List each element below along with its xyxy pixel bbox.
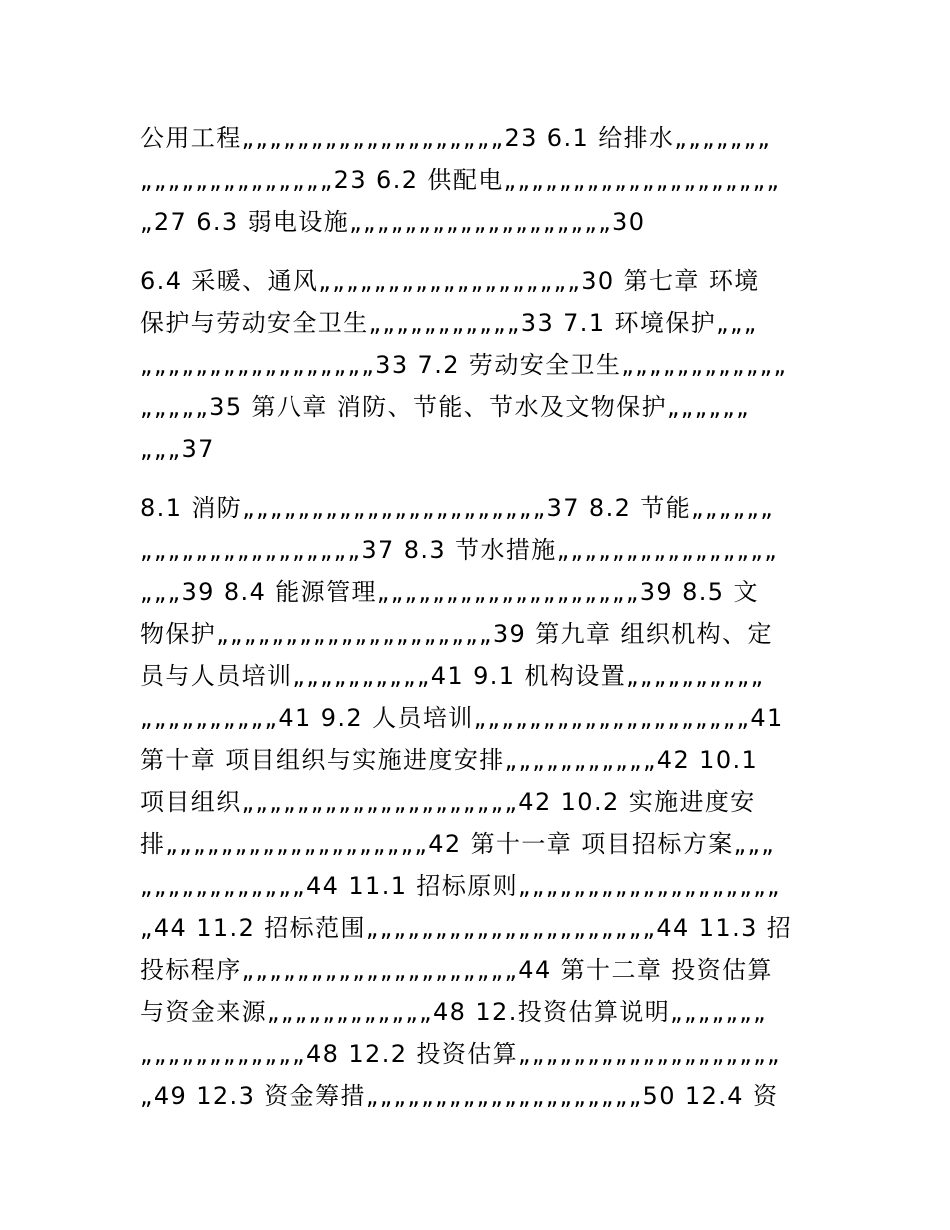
toc-line: „„„„„„„„„„„„48 12.2 投资估算„„„„„„„„„„„„„„„„„„„ [140,1040,781,1068]
toc-line: 公用工程„„„„„„„„„„„„„„„„„„„23 6.1 给排水„„„„„„„ [140,124,772,152]
toc-line: 项目组织„„„„„„„„„„„„„„„„„„„„42 10.2 实施进度安 [140,788,756,816]
toc-line: „„„39 8.4 能源管理„„„„„„„„„„„„„„„„„„„39 8.5 文 [140,578,759,606]
toc-line: 第十章 项目组织与实施进度安排„„„„„„„„„„„42 10.1 [140,746,759,774]
toc-line: 保护与劳动安全卫生„„„„„„„„„„„33 7.1 环境保护„„„ [140,309,758,337]
toc-paragraph-1 [140,117,820,243]
toc-paragraph-2 [140,260,820,470]
toc-line: „„„„„„„„„„„„„„„„37 8.3 节水措施„„„„„„„„„„„„„„„„ [140,536,779,564]
toc-line: 8.1 消防„„„„„„„„„„„„„„„„„„„„„„37 8.2 节能„„„„„„ [140,494,775,522]
toc-line: „„„„„„„„„„„„„„„„„33 7.2 劳动安全卫生„„„„„„„„„„„„ [140,351,788,379]
toc-line: 物保护„„„„„„„„„„„„„„„„„„„„39 第九章 组织机构、定 [140,620,773,648]
toc-line: „„„„„35 第八章 消防、节能、节水及文物保护„„„„„„ [140,393,750,421]
toc-line: „49 12.3 资金筹措„„„„„„„„„„„„„„„„„„„„50 12.4 资 [140,1082,779,1110]
toc-line: 6.4 采暖、通风„„„„„„„„„„„„„„„„„„„30 第七章 环境 [140,267,760,295]
toc-line: 与资金来源„„„„„„„„„„„„48 12.投资估算说明„„„„„„„ [140,998,767,1026]
toc-line: „44 11.2 招标范围„„„„„„„„„„„„„„„„„„„„„44 11.3 招 [140,914,793,942]
toc-line: 员与人员培训„„„„„„„„„„41 9.1 机构设置„„„„„„„„„„ [140,662,765,690]
toc-line: „„„37 [140,435,215,463]
toc-line: „27 6.3 弱电设施„„„„„„„„„„„„„„„„„„„30 [140,208,646,236]
toc-paragraph-3 [140,487,820,1117]
toc-line: „„„„„„„„„„41 9.2 人员培训„„„„„„„„„„„„„„„„„„„„41 [140,704,784,732]
toc-line: „„„„„„„„„„„„44 11.1 招标原则„„„„„„„„„„„„„„„„„„„ [140,872,781,900]
toc-line: „„„„„„„„„„„„„„23 6.2 供配电„„„„„„„„„„„„„„„„„„„„ [140,166,781,194]
toc-line: 排„„„„„„„„„„„„„„„„„„„42 第十一章 项目招标方案„„„ [140,830,776,858]
toc-line: 投标程序„„„„„„„„„„„„„„„„„„„„44 第十二章 投资估算 [140,956,773,984]
